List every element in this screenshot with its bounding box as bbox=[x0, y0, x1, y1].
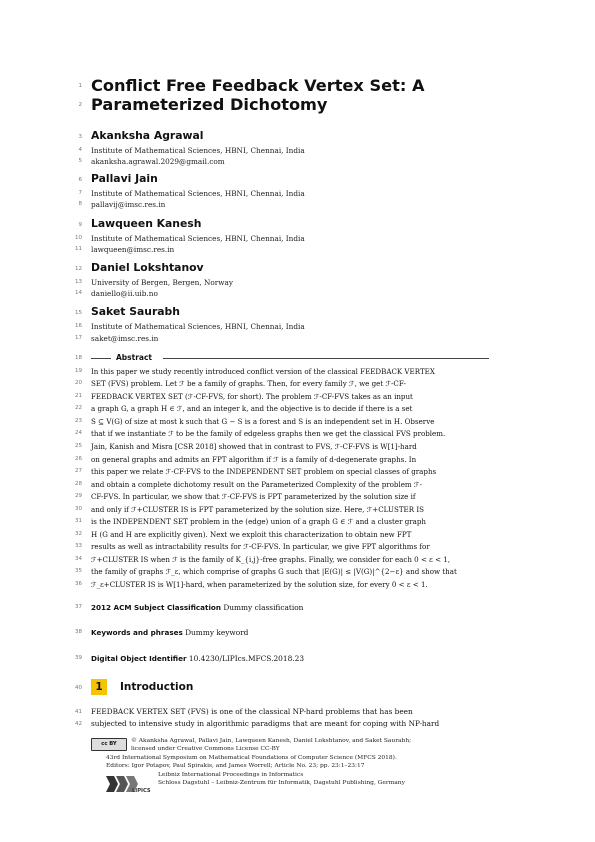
conference-line: 43rd International Symposium on Mathematical Foundations of Computer Science (MFCS 2018). bbox=[106, 755, 397, 761]
line-number: 17 bbox=[75, 335, 82, 341]
line-number: 41 bbox=[75, 709, 82, 715]
line-number: 15 bbox=[75, 310, 82, 316]
line-number: 31 bbox=[75, 518, 82, 524]
line-number: 9 bbox=[78, 222, 82, 228]
line-number: 27 bbox=[75, 468, 82, 474]
abstract-line: this paper we relate ℱ-CF-FVS to the INDEPENDENT SET problem on special classes of graphs bbox=[91, 467, 437, 476]
doi-value[interactable]: 10.4230/LIPIcs.MFCS.2018.23 bbox=[188, 654, 305, 663]
abstract-line: ℱ+CLUSTER IS when ℱ is the family of K_{i,j}-free graphs. Finally, we consider for each 0 < ε < 1, bbox=[91, 555, 451, 564]
author-email[interactable]: lawqueen@imsc.res.in bbox=[91, 245, 175, 254]
section-title: Introduction bbox=[120, 681, 194, 693]
author-email[interactable]: daniello@ii.uib.no bbox=[91, 289, 158, 298]
abstract-line: a graph G, a graph H ∈ ℱ, and an integer k, and the objective is to decide if there is a set bbox=[91, 404, 413, 413]
author-email[interactable]: pallavij@imsc.res.in bbox=[91, 200, 166, 209]
abstract-line: and obtain a complete dichotomy result on the Parameterized Complexity of the problem ℱ- bbox=[91, 480, 422, 489]
abstract-heading bbox=[91, 353, 489, 363]
line-number: 24 bbox=[75, 430, 82, 436]
cc-by-badge: cc BY bbox=[91, 738, 127, 751]
line-number: 34 bbox=[75, 556, 82, 562]
line-number: 19 bbox=[75, 368, 82, 374]
author-name: Lawqueen Kanesh bbox=[91, 217, 202, 230]
line-number: 11 bbox=[75, 246, 82, 252]
line-number: 36 bbox=[75, 581, 82, 587]
line-number: 6 bbox=[78, 177, 82, 183]
line-number: 42 bbox=[75, 721, 82, 727]
body-line: FEEDBACK VERTEX SET (FVS) is one of the classical NP-hard problems that has been bbox=[91, 707, 413, 716]
line-number: 8 bbox=[78, 201, 82, 207]
line-number: 14 bbox=[75, 290, 82, 296]
abstract-line: ℱ_ε+CLUSTER IS is W[1]-hard, when parameterized by the solution size, for every 0 < ε < 1. bbox=[91, 580, 428, 589]
line-number: 13 bbox=[75, 279, 82, 285]
abstract-line: Jain, Kanish and Misra [CSR 2018] showed that in contrast to FVS, ℱ-CF-FVS is W[1]-hard bbox=[91, 442, 417, 451]
title-line: Conflict Free Feedback Vertex Set: A bbox=[91, 76, 425, 95]
abstract-line: results as well as intractability results for ℱ-CF-FVS. In particular, we give FPT algorithms for bbox=[91, 542, 430, 551]
line-number: 37 bbox=[75, 604, 82, 610]
line-number: 22 bbox=[75, 405, 82, 411]
acm-label: 2012 ACM Subject Classification bbox=[91, 603, 221, 612]
line-number: 20 bbox=[75, 380, 82, 386]
line-number: 28 bbox=[75, 481, 82, 487]
keywords-value: Dummy keyword bbox=[185, 628, 249, 637]
author-name: Pallavi Jain bbox=[91, 172, 158, 185]
abstract-line: that if we instantiate ℱ to be the family of edgeless graphs then we get the classical FVS problem. bbox=[91, 429, 446, 438]
abstract-line: is the INDEPENDENT SET problem in the (edge) union of a graph G ∈ ℱ and a cluster graph bbox=[91, 517, 426, 526]
line-number: 5 bbox=[78, 158, 82, 164]
series-line: Leibniz International Proceedings in Informatics bbox=[158, 772, 304, 778]
author-affiliation: Institute of Mathematical Sciences, HBNI, Chennai, India bbox=[91, 234, 305, 243]
divider bbox=[91, 358, 111, 359]
line-number: 21 bbox=[75, 393, 82, 399]
abstract-line: on general graphs and admits an FPT algorithm if ℱ is a family of d-degenerate graphs. In bbox=[91, 455, 417, 464]
line-number: 39 bbox=[75, 655, 82, 661]
abstract-line: and only if ℱ+CLUSTER IS is FPT parameterized by the solution size. Here, ℱ+CLUSTER IS bbox=[91, 505, 424, 514]
abstract-line: CF-FVS. In particular, we show that ℱ-CF-FVS is FPT parameterized by the solution size if bbox=[91, 492, 416, 501]
line-number: 12 bbox=[75, 266, 82, 272]
line-number: 23 bbox=[75, 418, 82, 424]
line-number: 38 bbox=[75, 629, 82, 635]
abstract-line: FEEDBACK VERTEX SET (ℱ-CF-FVS, for short). The problem ℱ-CF-FVS takes as an input bbox=[91, 392, 413, 401]
line-number: 40 bbox=[75, 685, 82, 691]
publisher-line: Schloss Dagstuhl – Leibniz-Zentrum für Informatik, Dagstuhl Publishing, Germany bbox=[158, 780, 405, 786]
line-number: 7 bbox=[78, 190, 82, 196]
abstract-line: S ⊆ V(G) of size at most k such that G − S is a forest and S is an independent set in H. Observe bbox=[91, 417, 435, 426]
line-number: 4 bbox=[78, 147, 82, 153]
author-affiliation: Institute of Mathematical Sciences, HBNI, Chennai, India bbox=[91, 322, 305, 331]
line-number: 26 bbox=[75, 456, 82, 462]
license-line: licensed under Creative Commons License CC-BY bbox=[131, 746, 280, 752]
author-affiliation: Institute of Mathematical Sciences, HBNI, Chennai, India bbox=[91, 189, 305, 198]
abstract-line: SET (FVS) problem. Let ℱ be a family of graphs. Then, for every family ℱ, we get ℱ-CF- bbox=[91, 379, 406, 388]
doi bbox=[91, 654, 304, 663]
lipics-logo-label: LIPICS bbox=[132, 788, 151, 794]
author-name: Daniel Lokshtanov bbox=[91, 261, 204, 274]
abstract-line: the family of graphs ℱ_ε, which comprise of graphs G such that |E(G)| ≤ |V(G)|^{2−ε} and show that bbox=[91, 567, 457, 576]
abstract-label: Abstract bbox=[116, 353, 153, 362]
paper-title bbox=[91, 76, 425, 114]
abstract-line: In this paper we study recently introduced conflict version of the classical FEEDBACK VERTEX bbox=[91, 367, 435, 376]
line-number: 30 bbox=[75, 506, 82, 512]
line-number: 35 bbox=[75, 568, 82, 574]
divider bbox=[163, 358, 489, 359]
acm-value: Dummy classification bbox=[223, 603, 304, 612]
line-number: 1 bbox=[78, 83, 82, 89]
line-number: 25 bbox=[75, 443, 82, 449]
abstract-line: H (G and H are explicitly given). Next we exploit this characterization to obtain new FPT bbox=[91, 530, 412, 539]
author-email[interactable]: akanksha.agrawal.2029@gmail.com bbox=[91, 157, 225, 166]
line-number: 29 bbox=[75, 493, 82, 499]
acm-classification bbox=[91, 603, 303, 612]
doi-label: Digital Object Identifier bbox=[91, 654, 187, 663]
author-email[interactable]: saket@imsc.res.in bbox=[91, 334, 159, 343]
line-number: 3 bbox=[78, 134, 82, 140]
keywords-label: Keywords and phrases bbox=[91, 628, 183, 637]
author-affiliation: University of Bergen, Bergen, Norway bbox=[91, 278, 233, 287]
line-number: 18 bbox=[75, 355, 82, 361]
editors-line: Editors: Igor Potapov, Paul Spirakis, and James Worrell; Article No. 23; pp. 23:1–23:17 bbox=[106, 763, 365, 769]
line-number: 2 bbox=[78, 102, 82, 108]
line-number: 16 bbox=[75, 323, 82, 329]
line-number: 32 bbox=[75, 531, 82, 537]
keywords bbox=[91, 628, 248, 637]
section-number: 1 bbox=[91, 679, 107, 695]
title-line: Parameterized Dichotomy bbox=[91, 95, 328, 114]
copyright-line: © Akanksha Agrawal, Pallavi Jain, Lawqueen Kanesh, Daniel Lokshtanov, and Saket Saurabh; bbox=[131, 738, 412, 744]
author-name: Akanksha Agrawal bbox=[91, 129, 204, 142]
line-number: 33 bbox=[75, 543, 82, 549]
body-line: subjected to intensive study in algorithmic paradigms that are meant for coping with NP-hard bbox=[91, 719, 440, 728]
author-name: Saket Saurabh bbox=[91, 305, 180, 318]
author-affiliation: Institute of Mathematical Sciences, HBNI, Chennai, India bbox=[91, 146, 305, 155]
line-number: 10 bbox=[75, 235, 82, 241]
